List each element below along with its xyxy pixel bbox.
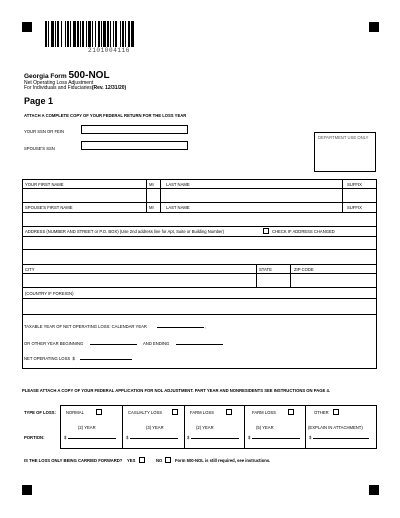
address-line-2-field[interactable] — [23, 250, 376, 263]
form-subtitle-1: Net Operating Loss Adjustment — [24, 80, 94, 86]
barcode-bar — [120, 21, 121, 47]
spouse-last-name-label: LAST NAME — [166, 205, 190, 210]
barcode-bar — [107, 21, 109, 47]
barcode-bar — [45, 21, 47, 47]
and-ending-label: AND ENDING — [143, 341, 170, 346]
country-label: (COUNTRY IF FOREIGN) — [25, 291, 74, 296]
attach-note: ATTACH A COMPLETE COPY OF YOUR FEDERAL RETURN FOR THE LOSS YEAR — [24, 113, 187, 118]
loss-type-other-label: OTHER — [314, 410, 329, 415]
farm-5-year-label: (5) YEAR — [256, 425, 274, 430]
dollar-sign: $ — [72, 356, 75, 361]
loss-type-other-checkbox[interactable] — [333, 409, 339, 415]
farm-2-dollar: $ — [187, 435, 190, 440]
row-divider — [22, 264, 377, 265]
barcode-bar — [61, 21, 62, 47]
loss-type-normal-label: NORMAL — [66, 410, 84, 415]
barcode-bar — [77, 21, 79, 47]
row-divider — [22, 287, 377, 288]
barcode-bar — [80, 21, 81, 47]
mi-field[interactable] — [147, 189, 159, 201]
barcode — [45, 21, 165, 47]
spouse-mi-label: MI — [149, 205, 154, 210]
other-dollar: $ — [309, 435, 312, 440]
loss-type-casualty-checkbox[interactable] — [172, 409, 178, 415]
barcode-bar — [101, 21, 102, 47]
suffix-field[interactable] — [343, 189, 376, 201]
casualty-year-label: (3) YEAR — [146, 425, 164, 430]
spouse-first-name-label: SPOUSE'S FIRST NAME — [25, 205, 73, 210]
barcode-bar — [113, 21, 114, 47]
nol-text: NET OPERATING LOSS — [24, 356, 71, 361]
barcode-number: 2101004116 — [88, 47, 131, 54]
casualty-dollar: $ — [126, 435, 129, 440]
other-year-ending-field[interactable] — [176, 344, 223, 345]
row-divider — [22, 202, 377, 203]
other-year-beginning-field[interactable] — [90, 344, 137, 345]
barcode-bar — [128, 21, 130, 47]
subtitle-2-text: For Individuals and Fiduciaries — [24, 85, 92, 91]
address-changed-checkbox[interactable] — [263, 228, 269, 234]
column-divider — [305, 405, 306, 449]
suffix-label: SUFFIX — [347, 182, 362, 187]
spouse-suffix-field[interactable] — [343, 213, 376, 225]
barcode-bar — [115, 21, 117, 47]
country-field[interactable] — [23, 299, 376, 313]
barcode-bar — [51, 21, 54, 47]
spouse-ssn-field[interactable] — [81, 141, 188, 150]
barcode-bar — [131, 21, 134, 47]
barcode-bar — [98, 21, 100, 47]
other-year-explain-label: (EXPLAIN IN ATTACHMENT) — [308, 425, 363, 430]
loss-type-casualty-label: CASUALTY LOSS — [128, 410, 163, 415]
mi-label: MI — [149, 182, 154, 187]
please-attach-note: PLEASE ATTACH A COPY OF YOUR FEDERAL APPLICATION FOR NOL ADJUSTMENT. PART YEAR AND NONRESIDENTS SEE INSTRUCTIONS ON PAGE 4. — [22, 388, 330, 393]
barcode-bar — [110, 21, 111, 47]
barcode-bar — [57, 21, 59, 47]
portion-label: PORTION: — [24, 435, 45, 440]
row-divider — [22, 314, 377, 315]
spouse-last-name-field[interactable] — [161, 213, 341, 225]
still-required-note: Form 500-NOL is still required, see instructions. — [175, 458, 271, 463]
barcode-bar — [48, 21, 49, 47]
registration-mark — [369, 485, 379, 495]
barcode-bar — [70, 21, 71, 47]
zip-label: ZIP CODE — [294, 267, 314, 272]
address-label: ADDRESS (NUMBER AND STREET or P.O. BOX) (Use 2nd address line for Apt, Suite or Building Number) — [25, 229, 225, 234]
normal-amount-field[interactable] — [68, 438, 116, 439]
nol-label — [24, 356, 75, 361]
form-subtitle-2 — [24, 85, 126, 91]
department-use-label: DEPARTMENT USE ONLY — [318, 135, 369, 140]
state-field[interactable] — [257, 274, 289, 286]
column-divider — [122, 405, 123, 449]
revision: (Rev. 12/31/20) — [91, 85, 127, 91]
barcode-bar — [65, 21, 66, 47]
farm-2-amount-field[interactable] — [191, 438, 239, 439]
spouse-mi-field[interactable] — [147, 213, 159, 225]
spouse-first-name-field[interactable] — [23, 213, 145, 225]
barcode-bar — [82, 21, 84, 47]
barcode-bar — [88, 21, 91, 47]
farm-5-dollar: $ — [248, 435, 251, 440]
column-divider — [184, 405, 185, 449]
address-changed-label: CHECK IF ADDRESS CHANGED — [272, 229, 335, 234]
loss-type-farm-5-label: FARM LOSS — [252, 410, 276, 415]
ssn-label: YOUR SSN OR FEIN — [24, 129, 65, 134]
ssn-field[interactable] — [81, 125, 188, 134]
state-label: STATE — [259, 267, 272, 272]
address-line-1-field[interactable] — [23, 237, 376, 248]
last-name-label: LAST NAME — [166, 182, 190, 187]
column-divider — [244, 405, 245, 449]
no-label: NO — [156, 458, 163, 463]
registration-mark — [22, 485, 32, 495]
loss-type-normal-checkbox[interactable] — [96, 409, 102, 415]
type-of-loss-label: TYPE OF LOSS: — [24, 410, 56, 415]
form-number: 500-NOL — [68, 70, 110, 81]
comma: , — [205, 324, 207, 329]
registration-mark — [369, 22, 379, 32]
barcode-bar — [95, 21, 96, 47]
normal-year-label: (2) YEAR — [78, 425, 96, 430]
yes-checkbox[interactable] — [139, 457, 145, 463]
spouse-suffix-label: SUFFIX — [347, 205, 362, 210]
registration-mark — [22, 22, 32, 32]
loss-type-farm-2-checkbox[interactable] — [226, 409, 232, 415]
spouse-ssn-label: SPOUSE'S SSN — [24, 146, 55, 151]
farm-5-amount-field[interactable] — [252, 438, 300, 439]
city-field[interactable] — [23, 274, 255, 286]
yes-label: YES — [127, 458, 136, 463]
last-name-field[interactable] — [161, 189, 341, 201]
other-year-label: OR OTHER YEAR BEGINNING — [24, 341, 84, 346]
no-checkbox[interactable] — [165, 457, 171, 463]
city-label: CITY — [25, 267, 35, 272]
loss-type-farm-2-label: FARM LOSS — [190, 410, 214, 415]
nol-amount-field[interactable] — [80, 359, 132, 360]
barcode-bar — [55, 21, 56, 47]
first-name-label: YOUR FIRST NAME — [25, 182, 64, 187]
farm-2-year-label: (2) YEAR — [196, 425, 214, 430]
loss-type-farm-5-checkbox[interactable] — [288, 409, 294, 415]
page-label: Page 1 — [24, 96, 54, 106]
first-name-field[interactable] — [23, 189, 145, 201]
barcode-bar — [122, 21, 124, 47]
barcode-bar — [73, 21, 76, 47]
barcode-bar — [103, 21, 106, 47]
barcode-bar — [86, 21, 87, 47]
normal-dollar: $ — [64, 435, 67, 440]
barcode-bar — [67, 21, 69, 47]
zip-field[interactable] — [291, 274, 376, 286]
barcode-bar — [125, 21, 126, 47]
other-amount-field[interactable] — [313, 438, 369, 439]
barcode-bar — [92, 21, 93, 47]
carried-forward-question: IS THE LOSS ONLY BEING CARRIED FORWARD? — [24, 458, 123, 463]
row-divider — [22, 226, 377, 227]
form-name: Georgia Form — [24, 73, 67, 80]
casualty-amount-field[interactable] — [130, 438, 178, 439]
calendar-year-field[interactable] — [157, 327, 204, 328]
taxable-year-label: TAXABLE YEAR OF NET OPERATING LOSS: CALENDAR YEAR — [24, 324, 147, 329]
